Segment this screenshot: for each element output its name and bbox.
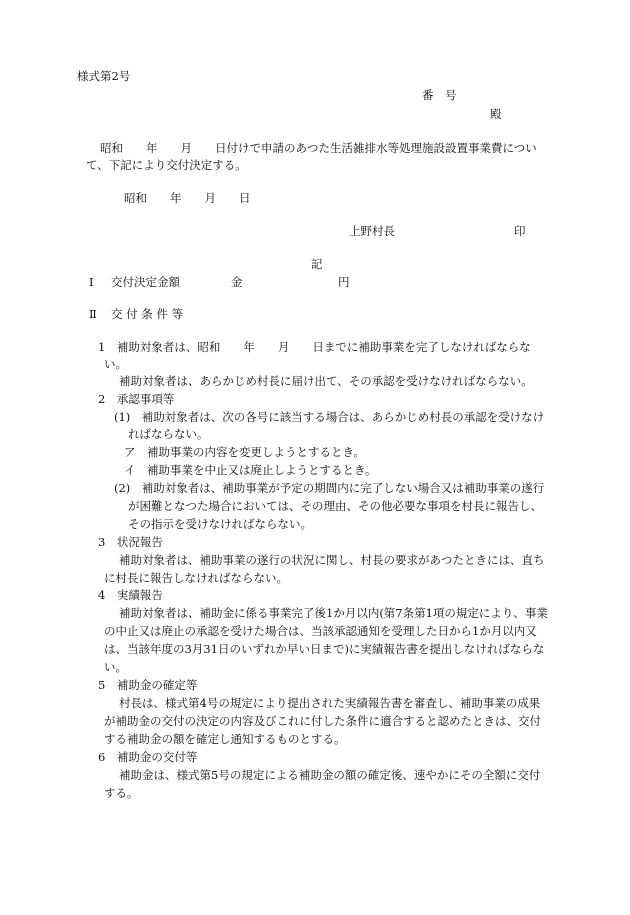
item-1-line-1: 1 補助対象者は、昭和 年 月 日までに補助事業を完了しなければならな	[98, 340, 531, 354]
item-2-title: 2 承認事項等	[98, 392, 175, 406]
item-1-line-2: い。	[104, 357, 127, 371]
item-5-line-1: 村長は、様式第4号の規定により提出された実績報告書を審査し、補助事業の成果	[119, 696, 541, 710]
item-4-line-3: は、当該年度の3月31日のいずれか早い日まで)に実績報告書を提出しなければならな	[104, 642, 545, 656]
item-6-line-2: する。	[104, 786, 139, 800]
section-1-number: Ⅰ	[89, 275, 94, 289]
item-2-2-line-1: (2) 補助対象者は、補助事業が予定の期間内に完了しない場合又は補助事業の遂行	[114, 481, 545, 495]
item-3-line-2: に村長に報告しなければならない。	[104, 571, 288, 585]
item-1-line-3: 補助対象者は、あらかじめ村長に届け出て、その承認を受けなければならない。	[119, 374, 533, 388]
section-2-label: 交 付 条 件 等	[111, 307, 184, 321]
ki-heading: 記	[311, 257, 323, 271]
item-2-a: ア 補助事業の内容を変更しようとするとき。	[124, 445, 366, 459]
item-3-line-1: 補助対象者は、補助事業の遂行の状況に関し、村長の要求があつたときには、直ち	[119, 553, 545, 567]
item-5-title: 5 補助金の確定等	[98, 678, 198, 692]
item-6-line-1: 補助金は、様式第5号の規定による補助金の額の確定後、速やかにその全額に交付	[119, 768, 541, 782]
item-5-line-3: する補助金の額を確定し通知するものとする。	[104, 732, 346, 746]
section-1-kin: 金	[231, 275, 243, 289]
issuer: 上野村長	[349, 224, 395, 238]
item-3-title: 3 状況報告	[98, 535, 163, 549]
item-2-2-line-3: その指示を受けなければならない。	[128, 517, 312, 531]
item-4-line-4: い。	[104, 660, 127, 674]
item-2-2-line-2: が困難となつた場合においては、その理由、その他必要な事項を村長に報告し、	[128, 499, 542, 513]
item-5-line-2: が補助金の交付の決定の内容及びこれに付した条件に適合すると認めたときは、交付	[104, 714, 541, 728]
addressee-suffix: 殿	[490, 107, 502, 121]
number-label: 番 号	[422, 88, 457, 102]
section-1-label: 交付決定金額	[111, 275, 180, 289]
body-line-2: て、下記により交付決定する。	[86, 158, 247, 172]
item-4-title: 4 実績報告	[98, 588, 163, 602]
seal-mark: 印	[514, 224, 526, 238]
item-2-i: イ 補助事業を中止又は廃止しようとするとき。	[124, 463, 377, 477]
form-number: 様式第2号	[77, 69, 131, 83]
body-line-1: 昭和 年 月 日付けで申請のあつた生活雑排水等処理施設設置事業費につい	[100, 141, 537, 155]
item-2-1-line-1: (1) 補助対象者は、次の各号に該当する場合は、あらかじめ村長の承認を受けなけ	[114, 410, 545, 424]
item-6-title: 6 補助金の交付等	[98, 750, 198, 764]
section-2-number: Ⅱ	[89, 307, 97, 321]
item-4-line-2: の中止又は廃止の承認を受けた場合は、当該承認通知を受理した日から1か月以内又	[104, 624, 537, 638]
item-2-1-line-2: ればならない。	[128, 427, 209, 441]
section-1-yen: 円	[338, 275, 350, 289]
date-line: 昭和 年 月 日	[124, 191, 251, 205]
item-4-line-1: 補助対象者は、補助金に係る事業完了後1か月以内(第7条第1項の規定により、事業	[119, 606, 548, 620]
